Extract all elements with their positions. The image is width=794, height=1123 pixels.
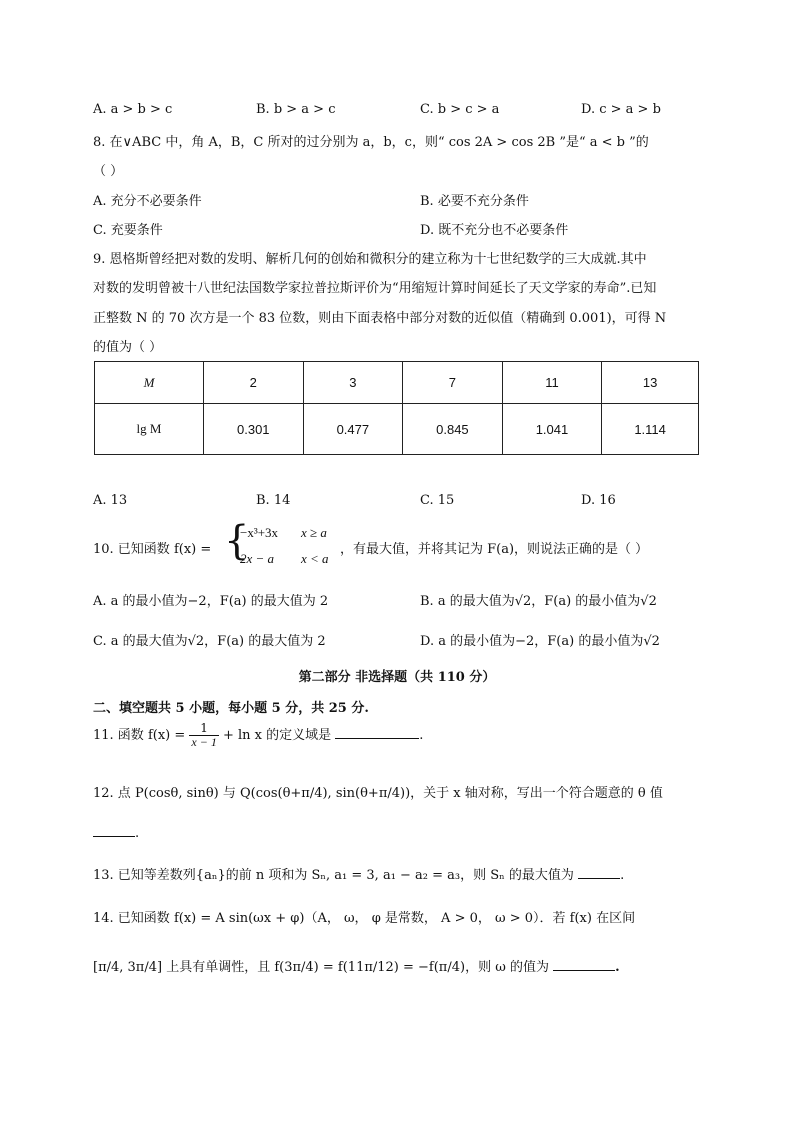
q10-case1-expr: −x³+3x [240,525,279,540]
table-cell: 11 [502,362,602,404]
q12-blank-line: . [93,826,139,841]
q10-option-c: C. a 的最大值为√2，F(a) 的最大值为 2 [93,634,326,649]
log-table [94,361,699,455]
table-cell: 13 [602,362,699,404]
q8-paren: （ ） [93,164,124,179]
table-row [95,362,699,404]
part-two-title: 第二部分 非选择题（共 110 分） [298,670,496,685]
q11-suffix: + ln x 的定义域是 [222,728,332,743]
q13-text: 13. 已知等差数列{aₙ}的前 n 项和为 Sₙ, a₁ = 3, a₁ − a₂ = a₃，则 Sₙ 的最大值为 [93,868,574,883]
q10-case1-cond: x ≥ a [301,525,327,540]
q10-suffix: ，有最大值，并将其记为 F(a)，则说法正确的是（ ） [340,542,649,557]
q13: 13. 已知等差数列{aₙ}的前 n 项和为 Sₙ, a₁ = 3, a₁ − a₂ = a₃，则 Sₙ 的最大值为 . [93,868,625,883]
q9-line-3: 正整数 N 的 70 次方是一个 83 位数，则由下面表格中部分对数的近似值（精确到 0.001)，可得 N [93,311,667,326]
q10-option-a: A. a 的最小值为−2，F(a) 的最大值为 2 [93,594,329,609]
q13-answer-blank [578,878,620,879]
q7-option-a: A. a > b > c [93,102,173,117]
q7-option-b: B. b > a > c [256,102,336,117]
table-cell: 0.301 [204,404,304,455]
q14-line-2-text: [π/4, 3π/4] 上具有单调性，且 f(3π/4) = f(11π/12) = −f(π/4)，则 ω 的值为 [93,960,549,975]
q7-option-c: C. b > c > a [420,102,500,117]
q11: 11. 函数 f(x) = $\frac{1}{x - 1}$ + ln x 的定义域是 . [93,721,424,749]
q12-text: 12. 点 P(cosθ, sinθ) 与 Q(cos(θ+π/4), sin(θ+π/4))，关于 x 轴对称，写出一个符合题意的 θ 值 [93,786,663,801]
table-header-lgm: lg M [95,404,204,455]
q9-line-1: 9. 恩格斯曾经把对数的发明、解析几何的创始和微积分的建立称为十七世纪数学的三大成就.其中 [93,252,647,267]
q7-option-d: D. c > a > b [581,102,661,117]
q10-case2-cond: x < a [301,551,329,566]
table-cell: 0.845 [403,404,503,455]
table-row [95,404,699,455]
q9-option-c: C. 15 [420,493,455,508]
table-cell: 3 [303,362,403,404]
table-cell: 2 [204,362,304,404]
q9-line-4: 的值为（ ） [93,340,163,355]
q14-line-2: [π/4, 3π/4] 上具有单调性，且 f(3π/4) = f(11π/12) = −f(π/4)，则 ω 的值为 . [93,960,620,975]
q8-option-a: A. 充分不必要条件 [93,194,202,209]
q9-option-b: B. 14 [256,493,291,508]
section-title: 二、填空题共 5 小题，每小题 5 分，共 25 分. [93,701,369,716]
q11-prefix: 11. 函数 f(x) = [93,728,186,743]
q14-answer-blank [553,970,615,971]
q10-option-b: B. a 的最大值为√2，F(a) 的最小值为√2 [420,594,657,609]
q14-line-1: 14. 已知函数 f(x) = A sin(ωx + φ)（A， ω， φ 是常数， A > 0， ω > 0）．若 f(x) 在区间 [93,911,636,926]
q11-frac-top: 1 [189,722,218,736]
q8-stem: 8. 在∨ABC 中，角 A，B，C 所对的过分别为 a，b，c，则“ cos 2A > cos 2B ”是“ a < b ”的 [93,135,649,150]
q10-prefix: 10. 已知函数 f(x) = [93,542,212,557]
table-header-m: M [95,362,204,404]
q11-answer-blank [335,738,419,739]
table-cell: 7 [403,362,503,404]
q9-option-d: D. 16 [581,493,616,508]
q10-option-d: D. a 的最小值为−2，F(a) 的最小值为√2 [420,634,660,649]
q8-option-d: D. 既不充分也不必要条件 [420,223,569,238]
q12-answer-blank [93,836,135,837]
q11-fraction [189,722,218,749]
q11-frac-bot: x − 1 [191,735,217,749]
q9-line-2: 对数的发明曾被十八世纪法国数学家拉普拉斯评价为“用缩短计算时间延长了天文学家的寿命”.已知 [93,281,657,296]
table-cell: 1.041 [502,404,602,455]
q8-option-c: C. 充要条件 [93,223,163,238]
q8-option-b: B. 必要不充分条件 [420,194,529,209]
q10-brace: { [224,518,250,564]
table-cell: 0.477 [303,404,403,455]
q10-case2-expr: 2x − a [240,551,275,566]
q9-option-a: A. 13 [93,493,128,508]
table-cell: 1.114 [602,404,699,455]
